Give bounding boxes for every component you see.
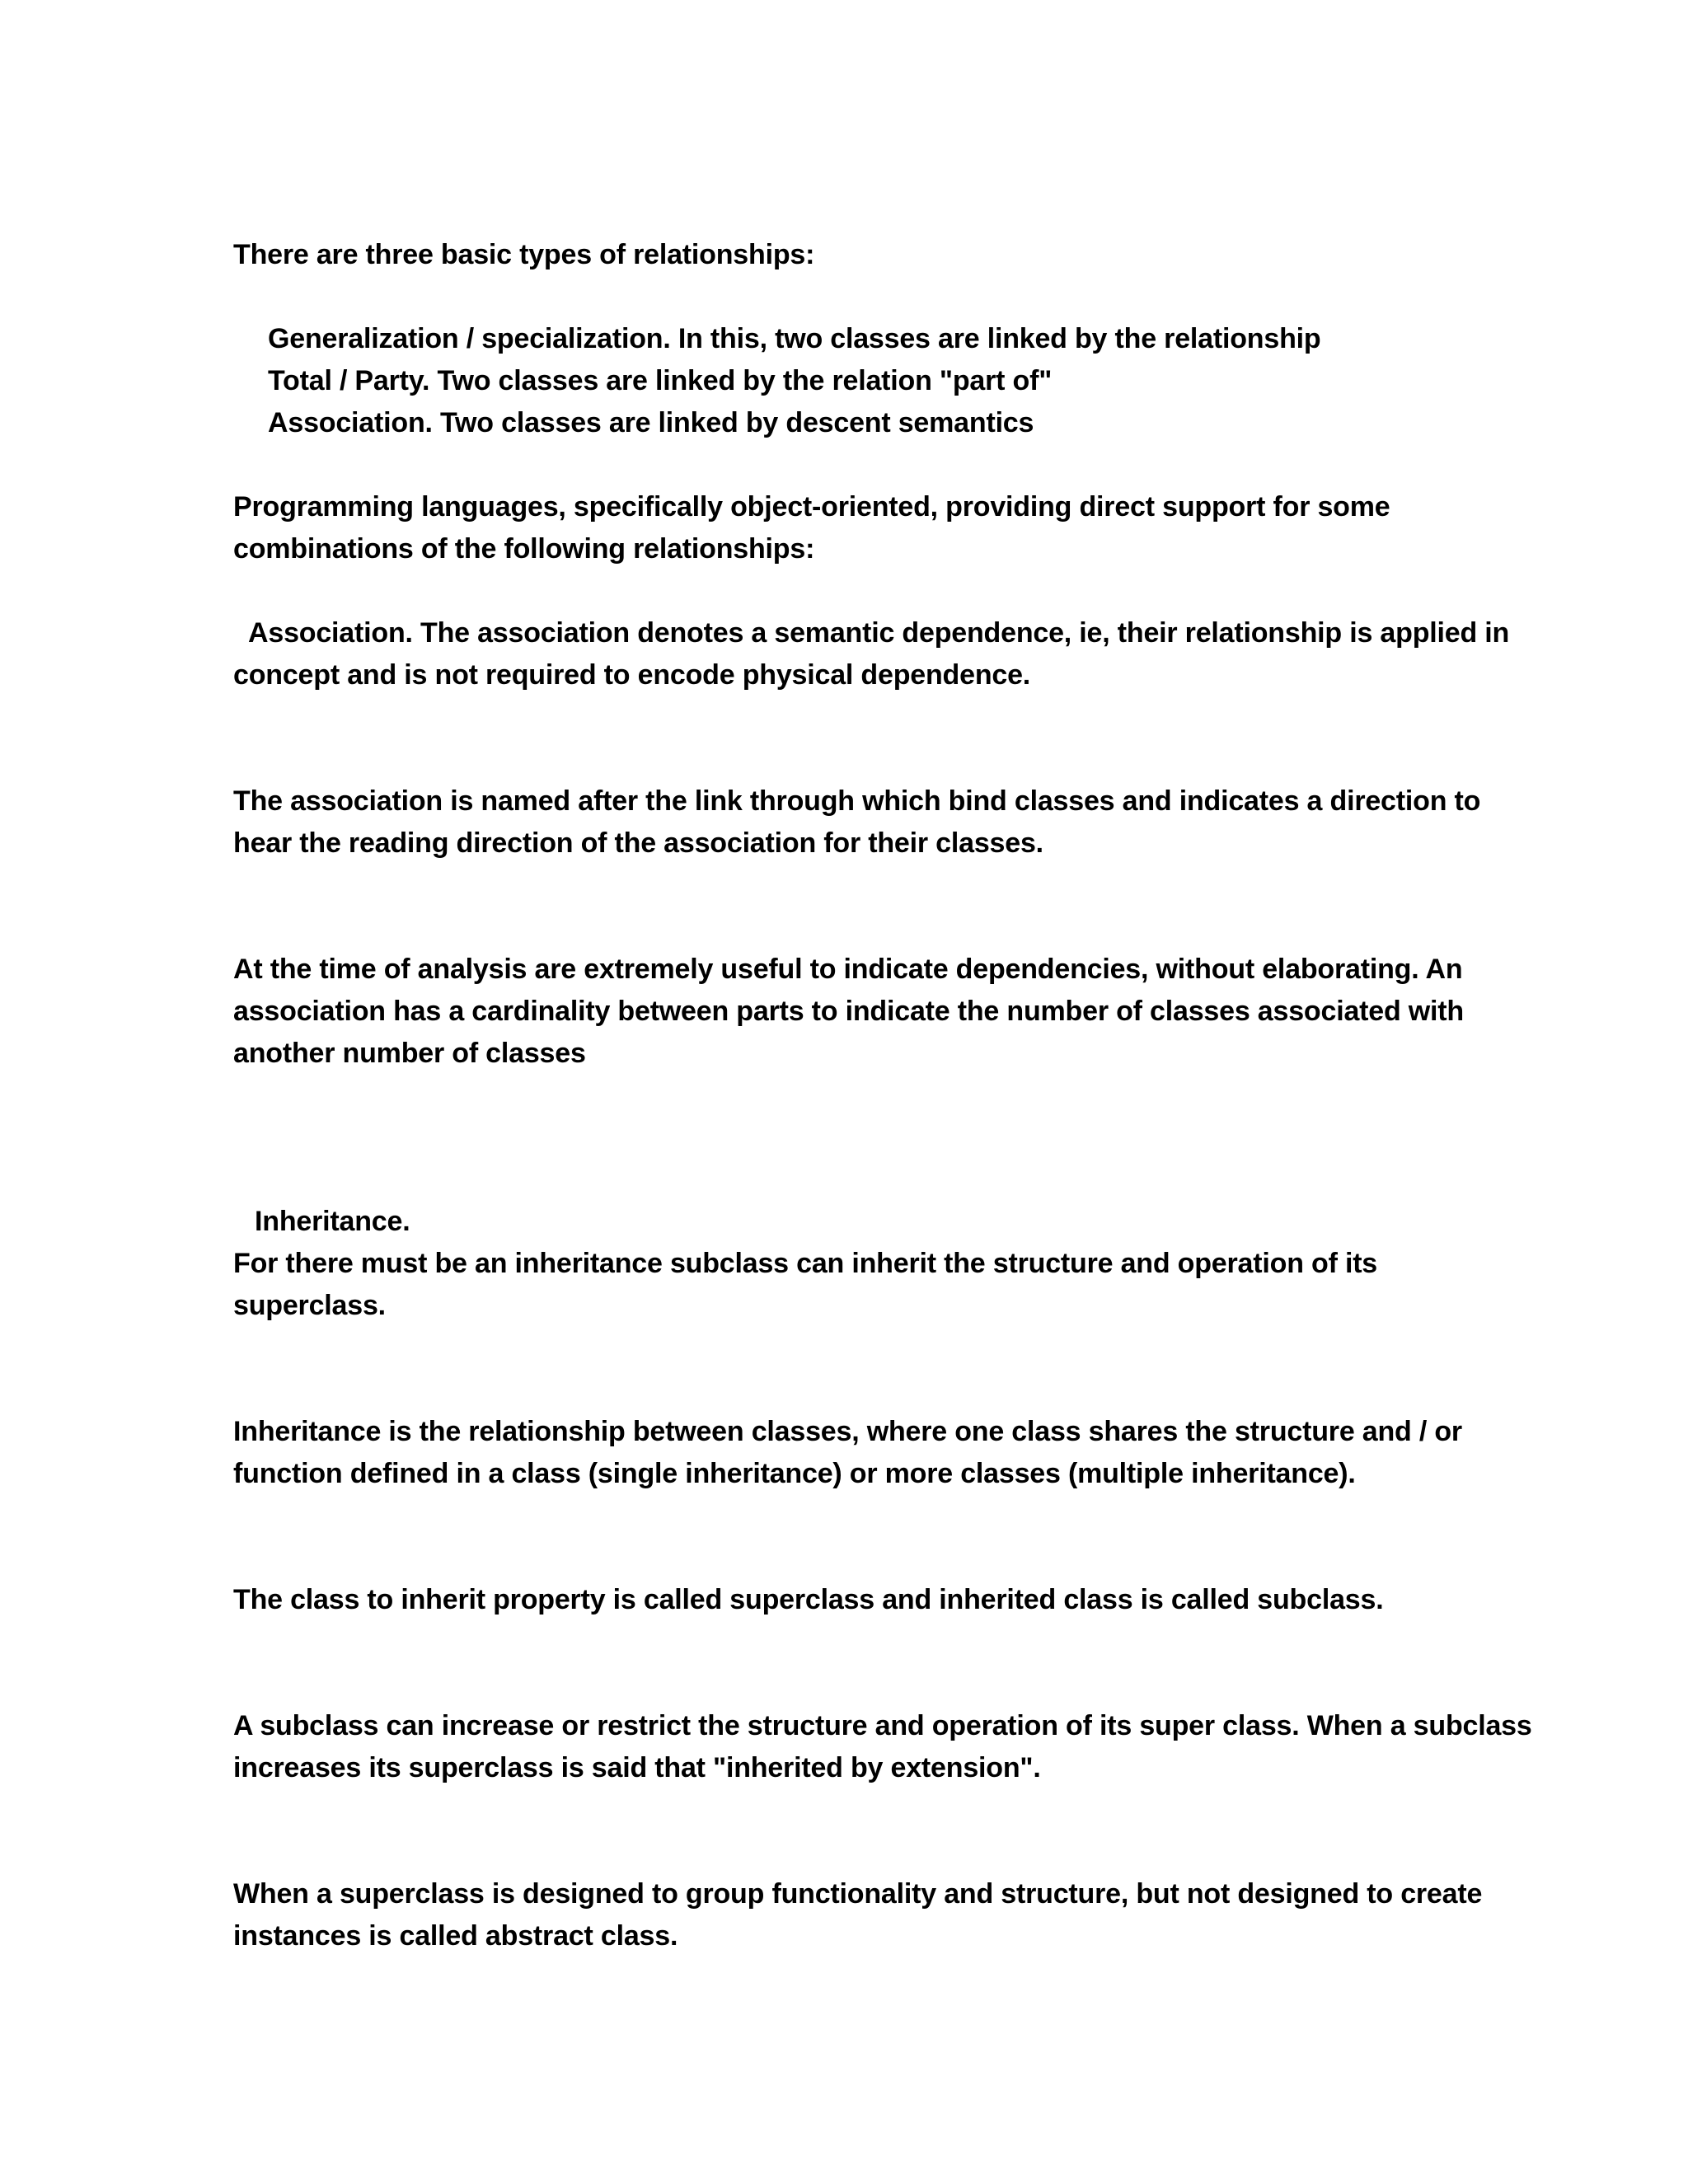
text-line-inheritance-def-1: Inheritance is the relationship between classes, where one class shares the structure and / or [233,1416,1462,1447]
text-line-association-def-1: Association. The association denotes a semantic dependence, ie, their relationship is applied in [248,617,1510,649]
text-line-abstract-1: When a superclass is designed to group functionality and structure, but not designed to create [233,1878,1483,1910]
text-line-inheritance-1: For there must be an inheritance subclass can inherit the structure and operation of its [233,1248,1378,1279]
text-line-inheritance-2: superclass. [233,1290,386,1321]
text-line-inheritance-heading: Inheritance. [255,1206,410,1237]
text-line-subclass-2: increases its superclass is said that "inherited by extension". [233,1752,1041,1783]
text-line-generalization: Generalization / specialization. In this, two classes are linked by the relationship [268,323,1321,354]
text-line-subclass-1: A subclass can increase or restrict the structure and operation of its super class. When a subclass [233,1710,1532,1741]
text-line-association-type: Association. Two classes are linked by descent semantics [268,407,1034,438]
text-line-analysis-3: another number of classes [233,1038,586,1069]
text-line-programming-2: combinations of the following relationships: [233,533,815,565]
text-line-analysis-1: At the time of analysis are extremely useful to indicate dependencies, without elaborating. An [233,954,1463,985]
text-line-total-party: Total / Party. Two classes are linked by the relation "part of" [268,365,1053,396]
text-line-programming-1: Programming languages, specifically object-oriented, providing direct support for some [233,491,1390,523]
text-line-superclass-def: The class to inherit property is called superclass and inherited class is called subclass. [233,1584,1384,1615]
text-line-association-def-2: concept and is not required to encode physical dependence. [233,659,1031,691]
text-line-analysis-2: association has a cardinality between parts to indicate the number of classes associated with [233,996,1464,1027]
text-line-abstract-2: instances is called abstract class. [233,1920,678,1952]
text-line-intro: There are three basic types of relationships: [233,239,815,270]
text-line-association-name-1: The association is named after the link through which bind classes and indicates a direction to [233,785,1481,817]
text-line-inheritance-def-2: function defined in a class (single inheritance) or more classes (multiple inheritance). [233,1458,1356,1489]
text-line-association-name-2: hear the reading direction of the association for their classes. [233,827,1043,859]
